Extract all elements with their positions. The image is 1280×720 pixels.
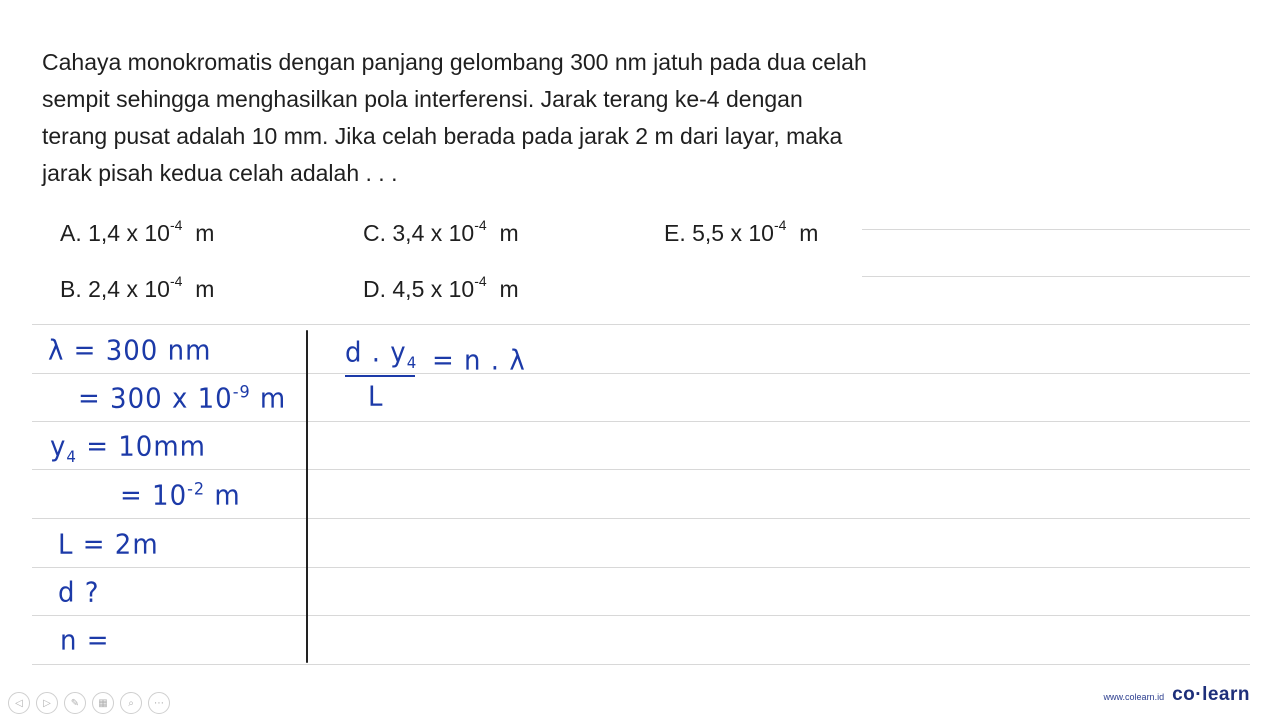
hw-numerator-var: d . y (345, 337, 407, 369)
pen-icon[interactable]: ✎ (64, 692, 86, 714)
hw-lambda-si-exp: -9 (232, 381, 251, 402)
option-mantissa: 2,4 x 10 (88, 276, 170, 302)
hw-y4-si-prefix: = 10 (120, 480, 188, 512)
hw-y4-sub: 4 (66, 447, 77, 467)
ruled-line (32, 421, 1250, 422)
option-exponent: -4 (169, 273, 183, 290)
hw-lambda-si (78, 383, 286, 415)
option-unit: m (195, 220, 215, 246)
option-d[interactable] (363, 274, 519, 304)
option-unit: m (499, 220, 519, 246)
hw-y4 (50, 431, 206, 467)
option-mantissa: 4,5 x 10 (392, 276, 475, 302)
question-text: Cahaya monokromatis dengan panjang gelombang 300 nm jatuh pada dua celah sempit sehingga menghasilkan pola interferensi. Jarak terang ke-4 dengan terang pusat adalah 10 mm. Jika celah berada pada jarak 2 m dari layar, maka jarak pisah kedua celah adalah . . . (42, 49, 867, 186)
option-letter: B. (60, 276, 82, 302)
option-mantissa: 3,4 x 10 (392, 220, 475, 246)
option-unit: m (799, 220, 819, 246)
fraction-bar (345, 375, 415, 377)
option-exponent: -4 (773, 217, 787, 234)
ruled-line (32, 324, 1250, 325)
prev-icon[interactable]: ◁ (8, 692, 30, 714)
work-divider (306, 330, 308, 663)
hw-y4-si-unit: m (214, 480, 241, 512)
hw-numerator-sub: 4 (406, 353, 418, 373)
option-exponent: -4 (169, 217, 183, 234)
option-e[interactable] (664, 218, 818, 248)
ruled-line (862, 276, 1250, 277)
hw-lambda: λ = 300 nm (48, 335, 212, 367)
hw-y4-value: = 10mm (86, 431, 206, 463)
brand (1104, 684, 1250, 706)
hw-d: d ? (58, 577, 100, 609)
ruled-line (32, 615, 1250, 616)
hw-denominator: L (368, 381, 384, 413)
next-icon[interactable]: ▷ (36, 692, 58, 714)
option-exponent: -4 (474, 217, 487, 234)
hw-L: L = 2m (58, 529, 159, 561)
ruled-line (32, 469, 1250, 470)
option-unit: m (195, 276, 215, 302)
option-letter: C. (363, 220, 386, 246)
option-letter: E. (664, 220, 686, 246)
option-letter: D. (363, 276, 386, 302)
option-mantissa: 5,5 x 10 (692, 220, 774, 246)
ruled-line (32, 567, 1250, 568)
ruled-line (32, 664, 1250, 665)
player-toolbar (8, 692, 170, 716)
option-letter: A. (60, 220, 82, 246)
brand-url[interactable]: www.colearn.id (1103, 692, 1165, 702)
option-b[interactable] (60, 274, 214, 304)
hw-y4-var: y (50, 431, 67, 463)
hw-lambda-si-prefix: = 300 x 10 (78, 383, 233, 415)
option-unit: m (499, 276, 519, 302)
hw-lambda-si-unit: m (259, 383, 287, 415)
brand-logo: co·learn (1172, 684, 1250, 705)
option-c[interactable] (363, 218, 519, 248)
option-a[interactable] (60, 218, 214, 248)
option-exponent: -4 (474, 273, 487, 290)
grid-icon[interactable]: ▦ (92, 692, 114, 714)
hw-numerator (345, 337, 418, 373)
ruled-line (32, 518, 1250, 519)
option-mantissa: 1,4 x 10 (88, 220, 170, 246)
ruled-line (862, 229, 1250, 230)
hw-y4-si (120, 480, 241, 512)
more-icon[interactable]: ⋯ (148, 692, 170, 714)
hw-n: n = (60, 625, 110, 657)
ruled-line (32, 373, 1250, 374)
zoom-icon[interactable]: ⌕ (120, 692, 142, 714)
hw-rhs: = n . λ (432, 345, 526, 377)
hw-y4-si-exp: -2 (187, 478, 206, 499)
